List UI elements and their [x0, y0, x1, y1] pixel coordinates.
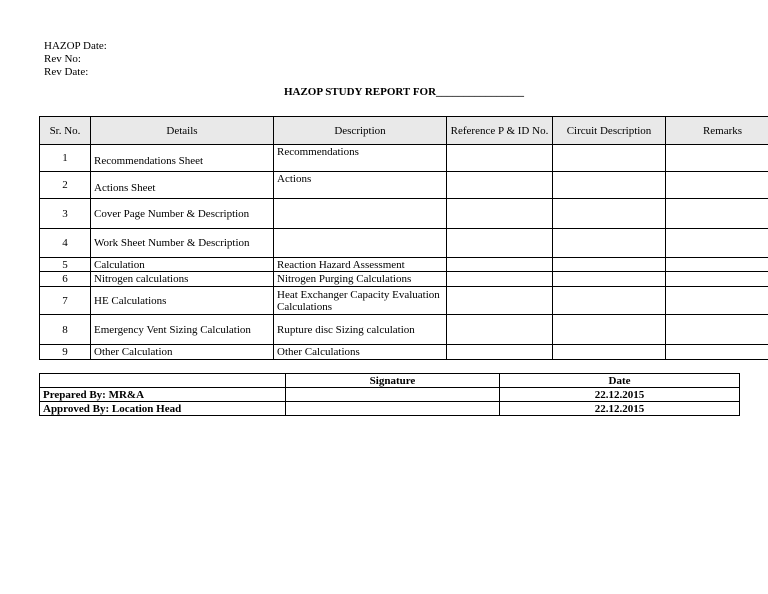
column-header-details: Details — [91, 117, 274, 145]
table-row — [40, 287, 768, 315]
table-row — [40, 272, 768, 287]
rev-no-label: Rev No: — [44, 53, 81, 65]
cell-description: Actions — [274, 172, 447, 199]
cell-sr: 3 — [40, 199, 91, 229]
prepared-by-row — [40, 388, 740, 402]
cell-remarks — [666, 145, 768, 172]
cell-remarks — [666, 172, 768, 199]
cell-remarks — [666, 315, 768, 345]
cell-details: Work Sheet Number & Description — [91, 229, 274, 258]
cell-reference — [447, 287, 553, 315]
prepared-date: 22.12.2015 — [500, 388, 740, 402]
cell-remarks — [666, 229, 768, 258]
cell-details: Actions Sheet — [91, 172, 274, 199]
cell-reference — [447, 272, 553, 287]
hazop-date-label: HAZOP Date: — [44, 40, 107, 52]
cell-remarks — [666, 345, 768, 360]
cell-details: Cover Page Number & Description — [91, 199, 274, 229]
date-column-header: Date — [500, 374, 740, 388]
cell-description: Other Calculations — [274, 345, 447, 360]
cell-sr: 2 — [40, 172, 91, 199]
cell-description: Heat Exchanger Capacity Evaluation Calculations — [274, 287, 447, 315]
cell-reference — [447, 345, 553, 360]
column-header-sr-no: Sr. No. — [40, 117, 91, 145]
cell-circuit — [553, 258, 666, 272]
table-row — [40, 229, 768, 258]
cell-details: HE Calculations — [91, 287, 274, 315]
prepared-by-label: Prepared By: MR&A — [40, 388, 286, 402]
cell-circuit — [553, 345, 666, 360]
column-header-description: Description — [274, 117, 447, 145]
cell-sr: 1 — [40, 145, 91, 172]
cell-circuit — [553, 315, 666, 345]
cell-details: Other Calculation — [91, 345, 274, 360]
cell-circuit — [553, 199, 666, 229]
table-row — [40, 172, 768, 199]
approved-date: 22.12.2015 — [500, 402, 740, 416]
cell-description — [274, 229, 447, 258]
signoff-header-row — [40, 374, 740, 388]
cell-reference — [447, 258, 553, 272]
table-row — [40, 145, 768, 172]
cell-details: Emergency Vent Sizing Calculation — [91, 315, 274, 345]
prepared-signature-cell — [286, 388, 500, 402]
cell-description — [274, 199, 447, 229]
cell-remarks — [666, 272, 768, 287]
cell-circuit — [553, 229, 666, 258]
cell-description: Rupture disc Sizing calculation — [274, 315, 447, 345]
cell-reference — [447, 229, 553, 258]
cell-sr: 5 — [40, 258, 91, 272]
table-row — [40, 345, 768, 360]
cell-description: Reaction Hazard Assessment — [274, 258, 447, 272]
cell-remarks — [666, 199, 768, 229]
table-row — [40, 258, 768, 272]
document-header — [44, 40, 107, 79]
cell-reference — [447, 145, 553, 172]
cell-reference — [447, 172, 553, 199]
cell-sr: 7 — [40, 287, 91, 315]
report-title: HAZOP STUDY REPORT FOR________________ — [283, 86, 525, 98]
signature-column-header: Signature — [286, 374, 500, 388]
cell-reference — [447, 199, 553, 229]
column-header-circuit-description: Circuit Description — [553, 117, 666, 145]
approved-by-label: Approved By: Location Head — [40, 402, 286, 416]
table-header-row — [40, 117, 768, 145]
cell-sr: 6 — [40, 272, 91, 287]
column-header-reference: Reference P & ID No. — [447, 117, 553, 145]
cell-sr: 4 — [40, 229, 91, 258]
cell-details: Recommendations Sheet — [91, 145, 274, 172]
cell-circuit — [553, 272, 666, 287]
cell-details: Calculation — [91, 258, 274, 272]
rev-date-label: Rev Date: — [44, 66, 89, 78]
cell-description: Recommendations — [274, 145, 447, 172]
cell-sr: 8 — [40, 315, 91, 345]
approved-by-row — [40, 402, 740, 416]
signoff-table — [39, 373, 740, 416]
cell-details: Nitrogen calculations — [91, 272, 274, 287]
cell-description: Nitrogen Purging Calculations — [274, 272, 447, 287]
table-row — [40, 315, 768, 345]
cell-remarks — [666, 287, 768, 315]
cell-remarks — [666, 258, 768, 272]
cell-reference — [447, 315, 553, 345]
cell-circuit — [553, 287, 666, 315]
approved-signature-cell — [286, 402, 500, 416]
cell-sr: 9 — [40, 345, 91, 360]
hazop-report-table — [39, 116, 768, 360]
signoff-blank-cell — [40, 374, 286, 388]
column-header-remarks: Remarks — [666, 117, 768, 145]
table-row — [40, 199, 768, 229]
cell-circuit — [553, 172, 666, 199]
cell-circuit — [553, 145, 666, 172]
